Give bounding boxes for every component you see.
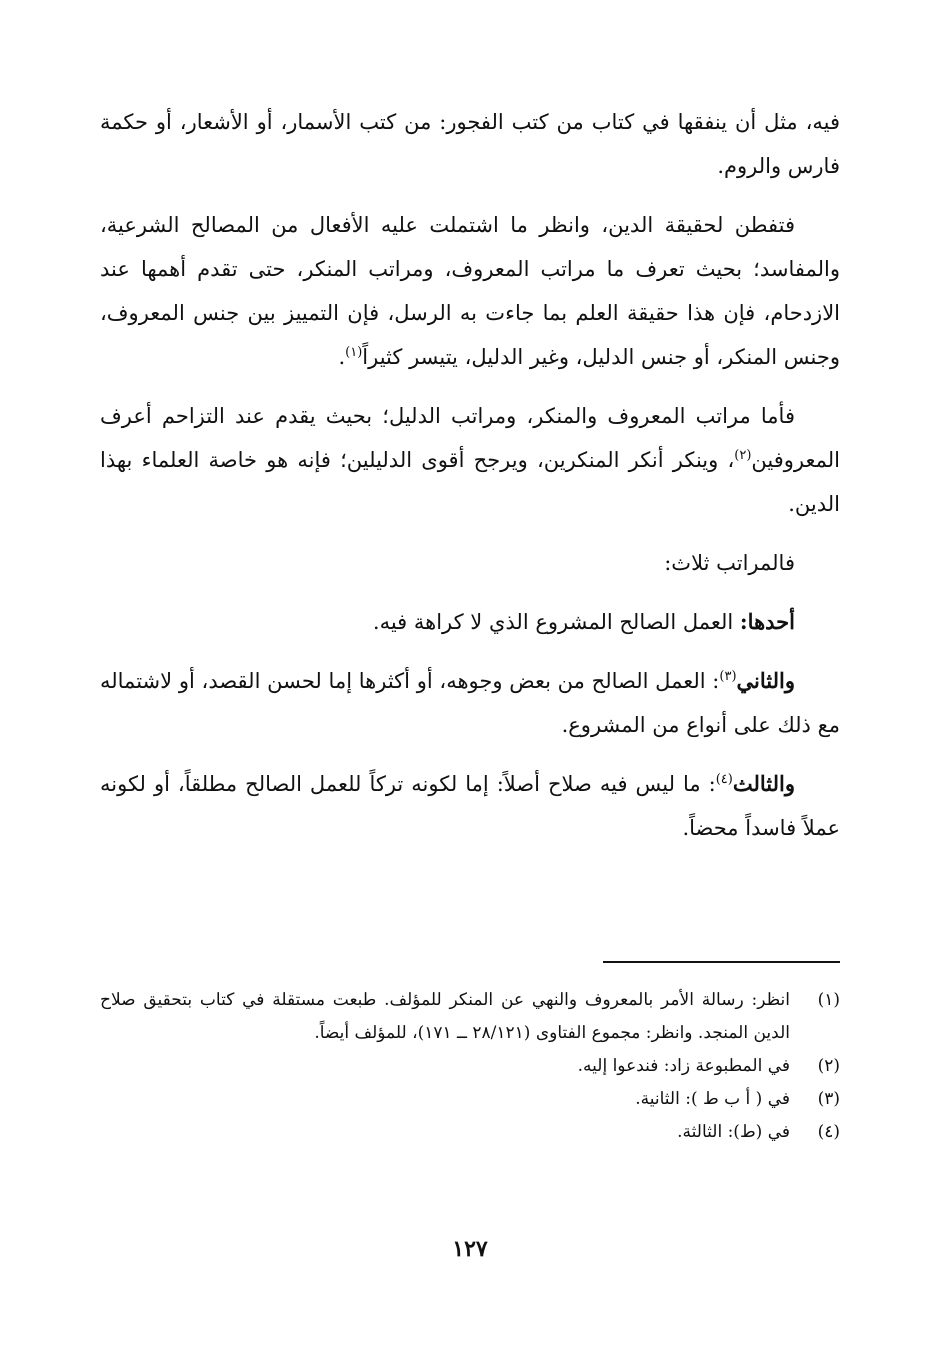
footnote-text: في ( أ ب ط ): الثانية. [635, 1089, 790, 1109]
footnote-3 [100, 1083, 840, 1116]
footnote-ref-3[interactable]: (٣) [719, 669, 737, 684]
footnote-text: انظر: رسالة الأمر بالمعروف والنهي عن المنكر للمؤلف. طبعت مستقلة في كتاب بتحقيق صلاح الدين المنجد. وانظر: مجموع الفتاوى (٢٨/١٢١ ــ ١٧١)، للمؤلف أيضاً. [100, 990, 790, 1043]
footnote-ref-1[interactable]: (١) [345, 345, 363, 360]
footnote-number: (٣) [817, 1089, 840, 1109]
paragraph-5-heading: أحدها: [739, 609, 795, 634]
paragraph-2-text: فتفطن لحقيقة الدين، وانظر ما اشتملت عليه الأفعال من المصالح الشرعية، والمفاسد؛ بحيث تعرف ما مراتب المعروف، ومراتب المنكر، حتى تقدم أهمها عند الازدحام، فإن هذا حقيقة العلم بما جاءت به الرسل، فإن التمييز بين جنس المعروف، وجنس المنكر، أو جنس الدليل، وغير الدليل، يتيسر كثيراً [100, 213, 840, 369]
paragraph-1-text: فيه، مثل أن ينفقها في كتاب من كتب الفجور: من كتب الأسمار، أو الأشعار، أو حكمة فارس والروم. [100, 110, 840, 178]
paragraph-3-text-a: فأما مراتب المعروف والمنكر، ومراتب الدليل؛ بحيث يقدم عند التزاحم أعرف المعروفين [100, 404, 840, 472]
paragraph-4 [100, 541, 840, 585]
footnote-2 [100, 1050, 840, 1083]
paragraph-6-heading: والثاني [736, 668, 795, 693]
paragraph-4-text: فالمراتب ثلاث: [664, 551, 795, 575]
footnote-4 [100, 1116, 840, 1149]
footnote-text: في المطبوعة زاد: فندعوا إليه. [577, 1056, 790, 1076]
footnote-divider [603, 961, 840, 963]
paragraph-3 [100, 394, 840, 526]
footnote-number: (٢) [817, 1056, 840, 1076]
paragraph-6 [100, 659, 840, 747]
footnote-ref-4[interactable]: (٤) [715, 772, 733, 787]
footnote-1 [100, 984, 840, 1050]
footnote-number: (٤) [817, 1122, 840, 1142]
paragraph-5-text: العمل الصالح المشروع الذي لا كراهة فيه. [372, 610, 740, 634]
paragraph-2 [100, 203, 840, 379]
paragraph-2-end: . [338, 345, 346, 369]
paragraph-7 [100, 762, 840, 850]
paragraph-7-heading: والثالث [732, 771, 795, 796]
paragraph-5 [100, 600, 840, 644]
page-number: ١٢٧ [452, 1236, 488, 1262]
footnote-ref-2[interactable]: (٢) [734, 448, 752, 463]
paragraph-3-text-b: ، وينكر أنكر المنكرين، ويرجح أقوى الدليلين؛ فإنه هو خاصة العلماء بهذا الدين. [100, 448, 840, 516]
footnote-number: (١) [817, 990, 840, 1010]
paragraph-6-text: : العمل الصالح من بعض وجوهه، أو أكثرها إما لحسن القصد، أو لاشتماله مع ذلك على أنواع من المشروع. [100, 669, 840, 737]
footnote-text: في (ط): الثالثة. [677, 1122, 790, 1142]
paragraph-7-text: : ما ليس فيه صلاح أصلاً: إما لكونه تركاً للعمل الصالح مطلقاً، أو لكونه عملاً فاسداً محضاً. [100, 772, 840, 840]
paragraph-1 [100, 100, 840, 188]
footnotes [100, 984, 840, 1149]
page-body [100, 100, 840, 865]
